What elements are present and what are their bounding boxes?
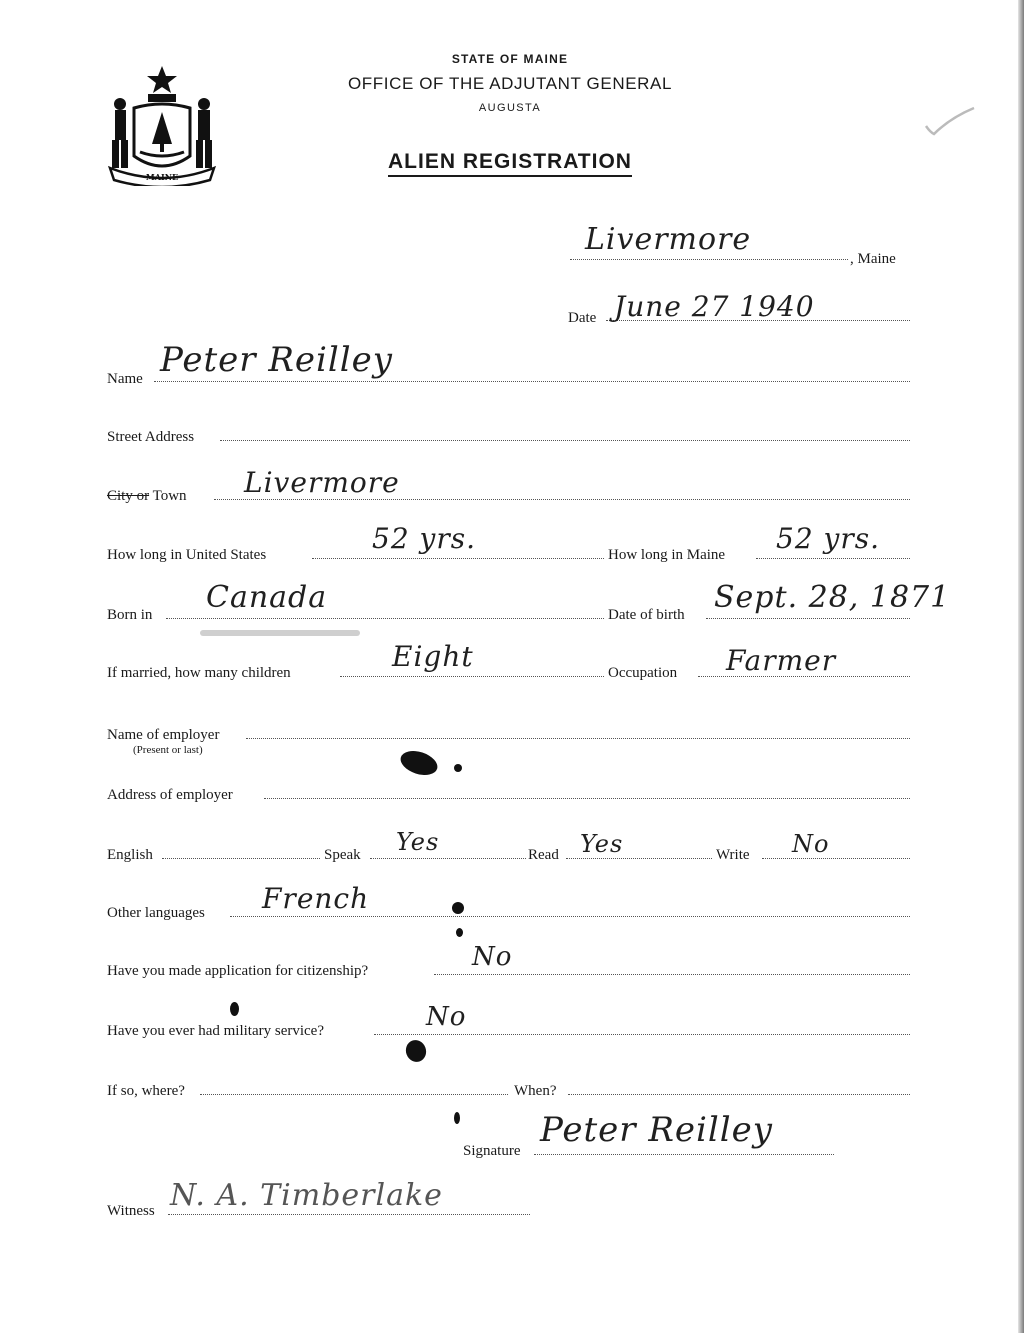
witness-label: Witness	[107, 1203, 155, 1219]
witness-value: N. A. Timberlake	[170, 1178, 443, 1213]
other-languages-line	[230, 916, 910, 917]
write-line	[762, 858, 910, 859]
date-value: June 27 1940	[614, 290, 815, 323]
header-city: AUGUSTA	[478, 102, 542, 114]
ink-blot	[454, 1112, 460, 1124]
header-office: OFFICE OF THE ADJUTANT GENERAL	[347, 74, 673, 93]
military-label: Have you ever had military service?	[107, 1023, 324, 1039]
date-label: Date	[568, 310, 597, 326]
english-line	[162, 858, 320, 859]
ink-blot	[398, 747, 441, 780]
street-line	[220, 440, 910, 441]
citizenship-label: Have you made application for citizenship?	[107, 963, 369, 979]
read-value: Yes	[580, 830, 624, 858]
name-label: Name	[107, 371, 143, 387]
born-in-label: Born in	[107, 607, 153, 623]
english-label: English	[107, 847, 153, 863]
other-languages-label: Other languages	[107, 905, 205, 921]
write-label: Write	[716, 847, 750, 863]
town-label	[107, 487, 187, 505]
citizenship-line	[434, 974, 910, 975]
form-title: ALIEN REGISTRATION	[300, 150, 720, 174]
when-line	[568, 1094, 910, 1095]
place-line	[570, 259, 848, 260]
employer-label: Name of employer	[107, 727, 220, 743]
when-label: When?	[514, 1083, 557, 1099]
town-line	[214, 499, 910, 500]
occupation-value: Farmer	[726, 644, 837, 677]
dob-line	[706, 618, 910, 619]
dob-label: Date of birth	[608, 607, 685, 623]
years-us-label: How long in United States	[107, 547, 267, 563]
children-value: Eight	[392, 640, 474, 673]
ink-blot	[456, 928, 463, 937]
street-label: Street Address	[107, 429, 195, 445]
read-line	[566, 858, 712, 859]
maine-seal-icon	[106, 64, 218, 186]
town-label-text: Town	[152, 488, 187, 504]
born-in-line	[166, 618, 604, 619]
signature-value: Peter Reilley	[540, 1110, 773, 1150]
witness-line	[168, 1214, 530, 1215]
years-us-value: 52 yrs.	[372, 522, 477, 555]
speak-label: Speak	[324, 847, 361, 863]
check-mark-icon	[922, 104, 978, 138]
other-languages-value: French	[262, 882, 370, 915]
military-line	[374, 1034, 910, 1035]
speak-line	[370, 858, 526, 859]
where-line	[200, 1094, 508, 1095]
employer-line	[246, 738, 910, 739]
citizenship-value: No	[472, 942, 513, 972]
read-label: Read	[528, 847, 559, 863]
years-maine-line	[756, 558, 910, 559]
where-label: If so, where?	[107, 1083, 185, 1099]
military-value: No	[426, 1002, 467, 1032]
signature-label: Signature	[463, 1143, 521, 1159]
place-value: Livermore	[585, 222, 752, 257]
children-label: If married, how many children	[107, 665, 291, 681]
ink-blot	[403, 1037, 429, 1065]
ink-blot	[454, 764, 462, 772]
employer-note: (Present or last)	[133, 744, 203, 756]
years-maine-value: 52 yrs.	[776, 522, 881, 555]
born-in-value: Canada	[206, 580, 328, 615]
employer-address-line	[264, 798, 910, 799]
children-line	[340, 676, 604, 677]
town-value: Livermore	[244, 466, 400, 499]
pencil-underline	[200, 630, 360, 636]
write-value: No	[792, 830, 830, 858]
ink-blot	[230, 1002, 239, 1016]
name-value: Peter Reilley	[160, 340, 393, 380]
ink-blot	[452, 902, 464, 914]
years-maine-label: How long in Maine	[608, 547, 726, 563]
place-suffix: , Maine	[850, 251, 896, 267]
page-edge-shadow	[1018, 0, 1024, 1333]
employer-address-label: Address of employer	[107, 787, 233, 803]
years-us-line	[312, 558, 604, 559]
header-state: STATE OF MAINE	[451, 52, 569, 66]
signature-line	[534, 1154, 834, 1155]
occupation-label: Occupation	[608, 665, 678, 681]
dob-value: Sept. 28, 1871	[714, 580, 951, 615]
speak-value: Yes	[396, 828, 440, 856]
seal-banner-text: MAINE	[145, 172, 179, 182]
name-line	[154, 381, 910, 382]
town-label-struck: City or	[107, 488, 150, 504]
